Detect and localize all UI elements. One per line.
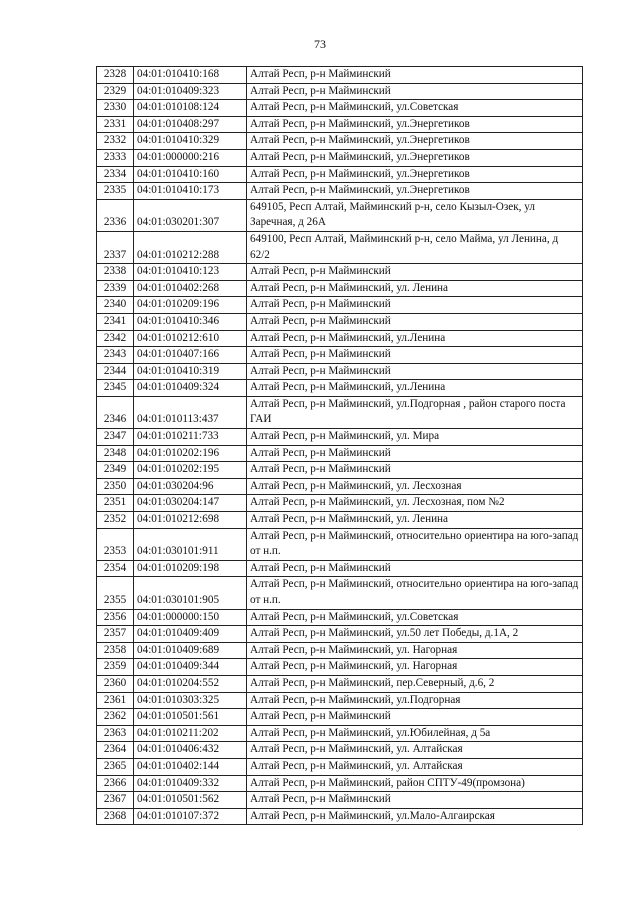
- row-number-cell: 2358: [97, 642, 134, 659]
- row-number-cell: 2353: [97, 528, 134, 560]
- table-row: [97, 183, 583, 200]
- cadastral-number-cell: 04:01:010212:288: [134, 231, 247, 263]
- table-row: [97, 313, 583, 330]
- table-row: [97, 808, 583, 825]
- table-row: [97, 560, 583, 577]
- table-row: [97, 512, 583, 529]
- table-row: [97, 577, 583, 609]
- registry-table: [96, 66, 583, 825]
- cadastral-number-cell: 04:01:010402:268: [134, 280, 247, 297]
- table-row: [97, 231, 583, 263]
- table-row: [97, 330, 583, 347]
- table-row: [97, 149, 583, 166]
- row-number-cell: 2335: [97, 183, 134, 200]
- table-row: [97, 264, 583, 281]
- address-cell: Алтай Респ, р-н Майминский, ул.Энергетиков: [247, 116, 583, 133]
- address-cell: Алтай Респ, р-н Майминский: [247, 462, 583, 479]
- table-row: [97, 709, 583, 726]
- row-number-cell: 2366: [97, 775, 134, 792]
- address-cell: Алтай Респ, р-н Майминский, район СПТУ-49(промзона): [247, 775, 583, 792]
- cadastral-number-cell: 04:01:010410:123: [134, 264, 247, 281]
- table-row: [97, 528, 583, 560]
- address-cell: Алтай Респ, р-н Майминский, ул. Алтайская: [247, 758, 583, 775]
- table-row: [97, 692, 583, 709]
- address-cell: Алтай Респ, р-н Майминский: [247, 313, 583, 330]
- table-row: [97, 347, 583, 364]
- row-number-cell: 2357: [97, 626, 134, 643]
- row-number-cell: 2343: [97, 347, 134, 364]
- cadastral-number-cell: 04:01:010409:323: [134, 83, 247, 100]
- address-cell: Алтай Респ, р-н Майминский, ул.Советская: [247, 100, 583, 117]
- address-cell: Алтай Респ, р-н Майминский, ул.Юбилейная, д 5а: [247, 725, 583, 742]
- cadastral-number-cell: 04:01:010107:372: [134, 808, 247, 825]
- address-cell: Алтай Респ, р-н Майминский, ул. Ленина: [247, 512, 583, 529]
- cadastral-number-cell: 04:01:030101:911: [134, 528, 247, 560]
- row-number-cell: 2368: [97, 808, 134, 825]
- row-number-cell: 2365: [97, 758, 134, 775]
- table-row: [97, 280, 583, 297]
- cadastral-number-cell: 04:01:000000:150: [134, 609, 247, 626]
- address-cell: Алтай Респ, р-н Майминский, ул.Энергетиков: [247, 149, 583, 166]
- row-number-cell: 2329: [97, 83, 134, 100]
- table-row: [97, 742, 583, 759]
- row-number-cell: 2341: [97, 313, 134, 330]
- row-number-cell: 2342: [97, 330, 134, 347]
- row-number-cell: 2331: [97, 116, 134, 133]
- page-number: 73: [314, 37, 326, 51]
- row-number-cell: 2355: [97, 577, 134, 609]
- table-row: [97, 116, 583, 133]
- cadastral-number-cell: 04:01:010211:202: [134, 725, 247, 742]
- cadastral-number-cell: 04:01:010209:196: [134, 297, 247, 314]
- address-cell: Алтай Респ, р-н Майминский, ул. Лесхозная, пом №2: [247, 495, 583, 512]
- cadastral-number-cell: 04:01:030204:96: [134, 478, 247, 495]
- cadastral-number-cell: 04:01:010209:198: [134, 560, 247, 577]
- table-row: [97, 626, 583, 643]
- row-number-cell: 2360: [97, 675, 134, 692]
- row-number-cell: 2330: [97, 100, 134, 117]
- row-number-cell: 2352: [97, 512, 134, 529]
- address-cell: Алтай Респ, р-н Майминский, ул. Нагорная: [247, 659, 583, 676]
- cadastral-number-cell: 04:01:010212:610: [134, 330, 247, 347]
- row-number-cell: 2338: [97, 264, 134, 281]
- table-row: [97, 380, 583, 397]
- row-number-cell: 2334: [97, 166, 134, 183]
- table-row: [97, 659, 583, 676]
- table-row: [97, 775, 583, 792]
- row-number-cell: 2348: [97, 445, 134, 462]
- address-cell: Алтай Респ, р-н Майминский, ул. Алтайская: [247, 742, 583, 759]
- address-cell: Алтай Респ, р-н Майминский, ул. Мира: [247, 429, 583, 446]
- address-cell: Алтай Респ, р-н Майминский, ул.Подгорная , район старого поста ГАИ: [247, 396, 583, 428]
- cadastral-number-cell: 04:01:010204:552: [134, 675, 247, 692]
- cadastral-number-cell: 04:01:010303:325: [134, 692, 247, 709]
- row-number-cell: 2356: [97, 609, 134, 626]
- cadastral-number-cell: 04:01:010202:195: [134, 462, 247, 479]
- cadastral-number-cell: 04:01:010113:437: [134, 396, 247, 428]
- address-cell: Алтай Респ, р-н Майминский, ул. Лесхозная: [247, 478, 583, 495]
- row-number-cell: 2351: [97, 495, 134, 512]
- row-number-cell: 2336: [97, 199, 134, 231]
- cadastral-number-cell: 04:01:010212:698: [134, 512, 247, 529]
- address-cell: Алтай Респ, р-н Майминский: [247, 67, 583, 84]
- row-number-cell: 2363: [97, 725, 134, 742]
- cadastral-number-cell: 04:01:000000:216: [134, 149, 247, 166]
- cadastral-number-cell: 04:01:010410:346: [134, 313, 247, 330]
- cadastral-number-cell: 04:01:010410:329: [134, 133, 247, 150]
- row-number-cell: 2367: [97, 792, 134, 809]
- address-cell: Алтай Респ, р-н Майминский, ул.50 лет Победы, д.1А, 2: [247, 626, 583, 643]
- table-row: [97, 133, 583, 150]
- address-cell: Алтай Респ, р-н Майминский, относительно ориентира на юго-запад от н.п.: [247, 577, 583, 609]
- row-number-cell: 2361: [97, 692, 134, 709]
- cadastral-number-cell: 04:01:010402:144: [134, 758, 247, 775]
- table-row: [97, 758, 583, 775]
- cadastral-number-cell: 04:01:030201:307: [134, 199, 247, 231]
- table-row: [97, 462, 583, 479]
- address-cell: Алтай Респ, р-н Майминский, ул.Энергетиков: [247, 133, 583, 150]
- cadastral-number-cell: 04:01:010409:689: [134, 642, 247, 659]
- table-row: [97, 445, 583, 462]
- cadastral-number-cell: 04:01:010410:160: [134, 166, 247, 183]
- address-cell: Алтай Респ, р-н Майминский: [247, 297, 583, 314]
- table-row: [97, 199, 583, 231]
- address-cell: Алтай Респ, р-н Майминский, ул.Советская: [247, 609, 583, 626]
- cadastral-number-cell: 04:01:010501:561: [134, 709, 247, 726]
- row-number-cell: 2332: [97, 133, 134, 150]
- table-row: [97, 792, 583, 809]
- address-cell: Алтай Респ, р-н Майминский, ул.Мало-Алгаирская: [247, 808, 583, 825]
- table-row: [97, 642, 583, 659]
- address-cell: Алтай Респ, р-н Майминский, относительно ориентира на юго-запад от н.п.: [247, 528, 583, 560]
- cadastral-number-cell: 04:01:030101:905: [134, 577, 247, 609]
- row-number-cell: 2337: [97, 231, 134, 263]
- row-number-cell: 2339: [97, 280, 134, 297]
- row-number-cell: 2345: [97, 380, 134, 397]
- cadastral-number-cell: 04:01:010108:124: [134, 100, 247, 117]
- row-number-cell: 2346: [97, 396, 134, 428]
- row-number-cell: 2359: [97, 659, 134, 676]
- row-number-cell: 2328: [97, 67, 134, 84]
- cadastral-number-cell: 04:01:010409:409: [134, 626, 247, 643]
- table-row: [97, 675, 583, 692]
- table-row: [97, 83, 583, 100]
- cadastral-number-cell: 04:01:010410:319: [134, 363, 247, 380]
- table-row: [97, 100, 583, 117]
- cadastral-number-cell: 04:01:010408:297: [134, 116, 247, 133]
- address-cell: Алтай Респ, р-н Майминский: [247, 264, 583, 281]
- address-cell: Алтай Респ, р-н Майминский, пер.Северный, д.6, 2: [247, 675, 583, 692]
- address-cell: Алтай Респ, р-н Майминский: [247, 560, 583, 577]
- table-row: [97, 166, 583, 183]
- row-number-cell: 2349: [97, 462, 134, 479]
- address-cell: 649105, Респ Алтай, Майминский р-н, село Кызыл-Озек, ул Заречная, д 26А: [247, 199, 583, 231]
- table-row: [97, 363, 583, 380]
- cadastral-number-cell: 04:01:010211:733: [134, 429, 247, 446]
- address-cell: Алтай Респ, р-н Майминский: [247, 83, 583, 100]
- registry-table-body: [97, 67, 583, 825]
- table-row: [97, 609, 583, 626]
- cadastral-number-cell: 04:01:010409:324: [134, 380, 247, 397]
- row-number-cell: 2340: [97, 297, 134, 314]
- address-cell: Алтай Респ, р-н Майминский, ул.Ленина: [247, 330, 583, 347]
- row-number-cell: 2333: [97, 149, 134, 166]
- address-cell: Алтай Респ, р-н Майминский: [247, 445, 583, 462]
- address-cell: Алтай Респ, р-н Майминский, ул. Нагорная: [247, 642, 583, 659]
- row-number-cell: 2344: [97, 363, 134, 380]
- table-row: [97, 495, 583, 512]
- address-cell: Алтай Респ, р-н Майминский: [247, 347, 583, 364]
- table-row: [97, 429, 583, 446]
- table-row: [97, 297, 583, 314]
- address-cell: Алтай Респ, р-н Майминский: [247, 709, 583, 726]
- cadastral-number-cell: 04:01:010406:432: [134, 742, 247, 759]
- table-row: [97, 478, 583, 495]
- cadastral-number-cell: 04:01:010410:168: [134, 67, 247, 84]
- row-number-cell: 2354: [97, 560, 134, 577]
- cadastral-number-cell: 04:01:030204:147: [134, 495, 247, 512]
- cadastral-number-cell: 04:01:010409:344: [134, 659, 247, 676]
- address-cell: Алтай Респ, р-н Майминский: [247, 792, 583, 809]
- cadastral-number-cell: 04:01:010407:166: [134, 347, 247, 364]
- table-row: [97, 396, 583, 428]
- address-cell: Алтай Респ, р-н Майминский, ул.Подгорная: [247, 692, 583, 709]
- row-number-cell: 2347: [97, 429, 134, 446]
- cadastral-number-cell: 04:01:010409:332: [134, 775, 247, 792]
- address-cell: Алтай Респ, р-н Майминский: [247, 363, 583, 380]
- address-cell: Алтай Респ, р-н Майминский, ул.Энергетиков: [247, 166, 583, 183]
- address-cell: Алтай Респ, р-н Майминский, ул.Энергетиков: [247, 183, 583, 200]
- table-row: [97, 67, 583, 84]
- cadastral-number-cell: 04:01:010202:196: [134, 445, 247, 462]
- address-cell: 649100, Респ Алтай, Майминский р-н, село Майма, ул Ленина, д 62/2: [247, 231, 583, 263]
- cadastral-number-cell: 04:01:010410:173: [134, 183, 247, 200]
- cadastral-number-cell: 04:01:010501:562: [134, 792, 247, 809]
- row-number-cell: 2362: [97, 709, 134, 726]
- row-number-cell: 2364: [97, 742, 134, 759]
- address-cell: Алтай Респ, р-н Майминский, ул.Ленина: [247, 380, 583, 397]
- row-number-cell: 2350: [97, 478, 134, 495]
- table-row: [97, 725, 583, 742]
- address-cell: Алтай Респ, р-н Майминский, ул. Ленина: [247, 280, 583, 297]
